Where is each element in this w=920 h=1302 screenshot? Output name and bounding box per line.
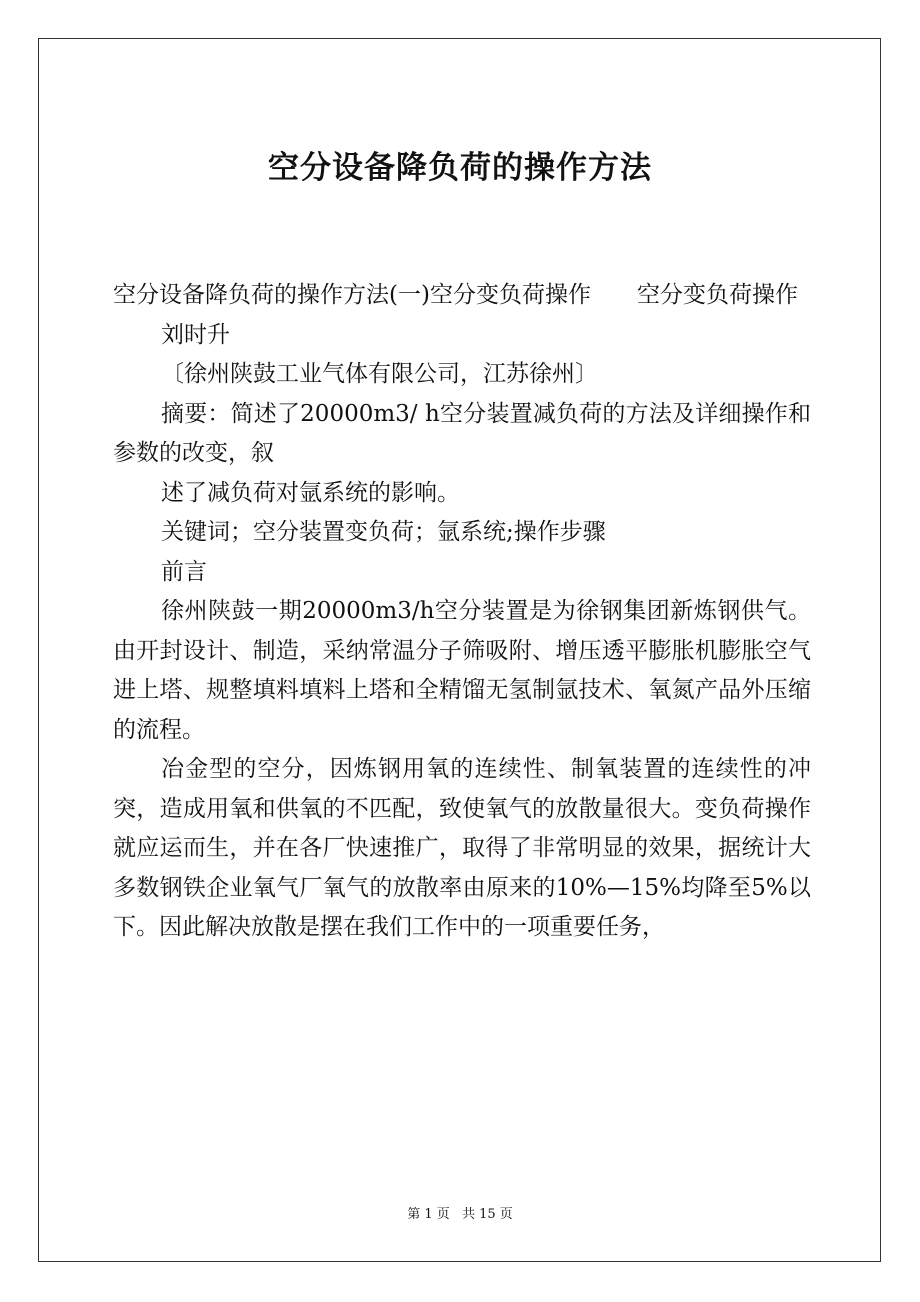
page-number: 第 1 页 xyxy=(407,1207,450,1222)
document-title: 空分设备降负荷的操作方法 xyxy=(268,150,652,186)
document-body xyxy=(113,276,811,948)
keywords-paragraph: 关键词；空分装置变负荷；氩系统;操作步骤 xyxy=(161,519,606,545)
author-name: 刘时升 xyxy=(161,321,230,348)
body-paragraph: 徐州陕鼓一期20000m3/h空分装置是为徐钢集团新炼钢供气。由开封设计、制造，采纳常温分子筛吸附、增压透平膨胀机膨胀空气进上塔、规整填料填料上塔和全精馏无氢制氩技术、氧氮产品外压缩的流程。 xyxy=(113,598,811,743)
page-total: 共 15 页 xyxy=(461,1207,513,1222)
abstract-continuation: 述了减负荷对氩系统的影响。 xyxy=(161,479,460,506)
page-footer xyxy=(0,1205,920,1225)
section-heading-preface: 前言 xyxy=(161,558,207,585)
abstract-paragraph: 摘要：简述了20000m3/ h空分装置减负荷的方法及详细操作和参数的改变，叙 xyxy=(113,400,811,466)
body-paragraph: 冶金型的空分，因炼钢用氧的连续性、制氧装置的连续性的冲突，造成用氧和供氧的不匹配，致使氧气的放散量很大。变负荷操作就应运而生，并在各厂快速推广，取得了非常明显的效果，据统计大多数钢铁企业氧气厂氧气的放散率由原来的10%—15%均降至5%以下。因此解决放散是摆在我们工作中的一项重要任务， xyxy=(113,756,811,940)
paragraph-heading-line: 空分设备降负荷的操作方法(一)空分变负荷操作 空分变负荷操作 xyxy=(113,282,798,308)
author-affiliation: 〔徐州陕鼓工业气体有限公司，江苏徐州〕 xyxy=(161,361,598,387)
